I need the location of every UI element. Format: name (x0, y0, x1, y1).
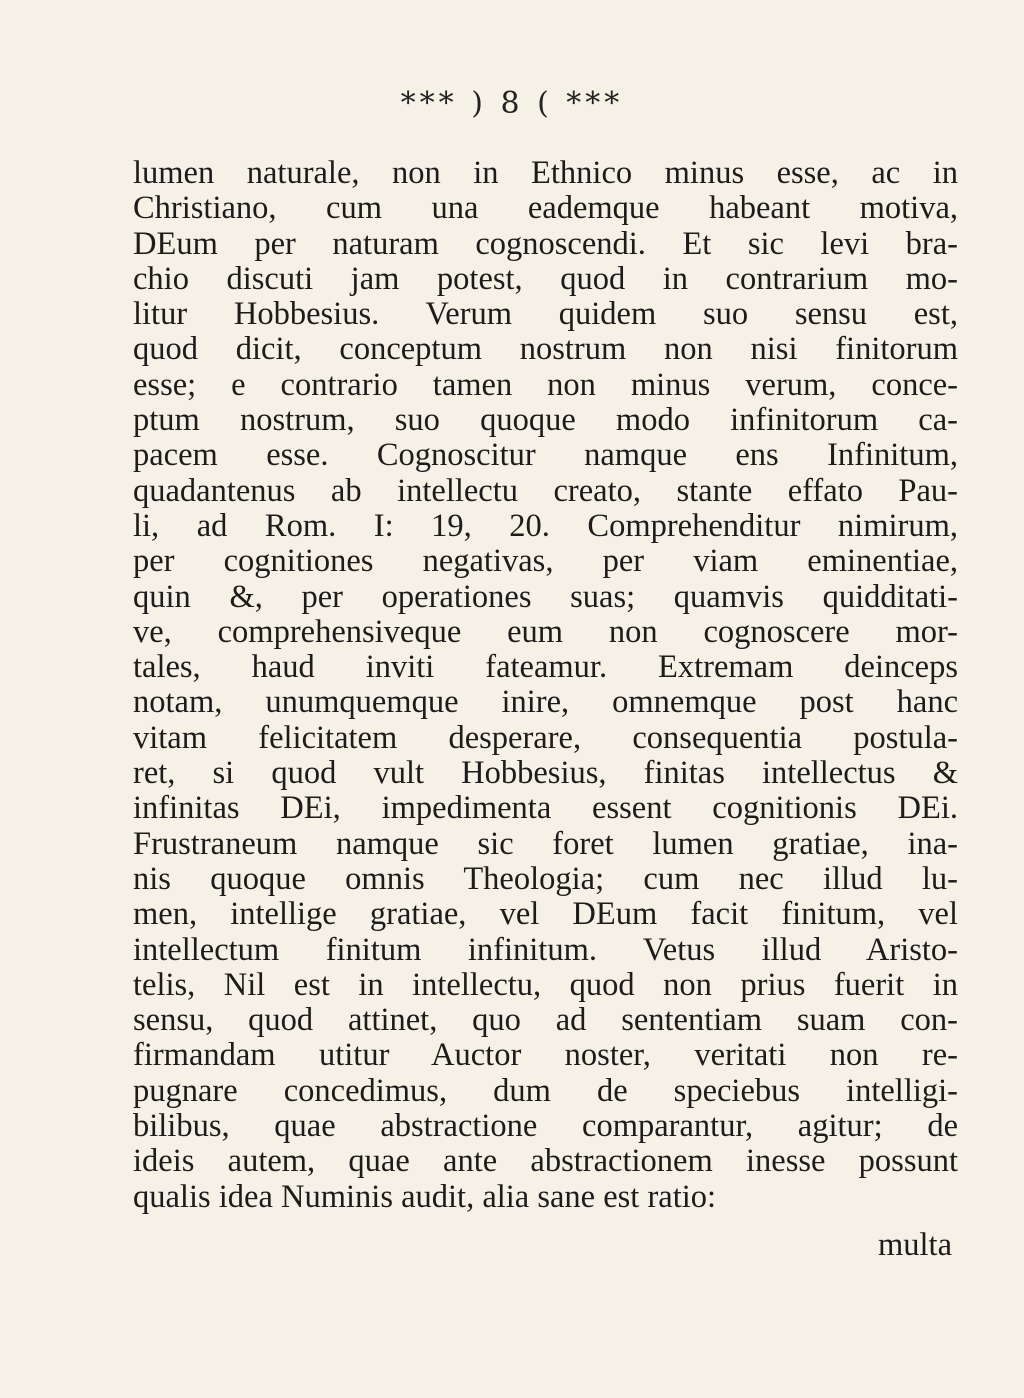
text-line: infinitas DEi, impedimenta essent cognitionis DEi. (133, 790, 958, 827)
text-line: ideis autem, quae ante abstractionem inesse possunt (133, 1143, 958, 1180)
text-line: ret, si quod vult Hobbesius, finitas intellectus & (133, 755, 958, 792)
text-line: pugnare concedimus, dum de speciebus intelligi- (133, 1072, 958, 1109)
page-header: *** ) 8 ( *** (400, 86, 624, 121)
text-line: li, ad Rom. I: 19, 20. Comprehenditur nimirum, (133, 507, 958, 544)
text-line: per cognitiones negativas, per viam eminentiae, (133, 543, 958, 580)
text-line: intellectum finitum infinitum. Vetus illud Aristo- (133, 931, 958, 968)
text-line: esse; e contrario tamen non minus verum, conce- (133, 366, 958, 403)
text-line: tales, haud inviti fateamur. Extremam deinceps (133, 649, 958, 686)
text-line: litur Hobbesius. Verum quidem suo sensu est, (133, 296, 958, 333)
text-line: ptum nostrum, suo quoque modo infinitorum ca- (133, 402, 958, 439)
text-line: chio discuti jam potest, quod in contrarium mo- (133, 260, 958, 297)
catchword: multa (877, 1227, 952, 1263)
text-line: qualis idea Numinis audit, alia sane est ratio: (133, 1178, 717, 1215)
text-line: Christiano, cum una eademque habeant motiva, (133, 190, 958, 227)
body-text (133, 156, 958, 1215)
text-line: sensu, quod attinet, quo ad sententiam suam con- (133, 1002, 958, 1039)
text-line: men, intellige gratiae, vel DEum facit finitum, vel (133, 896, 958, 933)
text-line: vitam felicitatem desperare, consequentia postula- (133, 719, 958, 756)
text-line: ve, comprehensiveque eum non cognoscere mor- (133, 613, 958, 650)
text-line: notam, unumquemque inire, omnemque post hanc (133, 684, 958, 721)
text-line: telis, Nil est in intellectu, quod non prius fuerit in (133, 966, 958, 1003)
text-line: quod dicit, conceptum nostrum non nisi finitorum (133, 331, 958, 368)
text-line: firmandam utitur Auctor noster, veritati non re- (133, 1037, 958, 1074)
text-line: lumen naturale, non in Ethnico minus esse, ac in (133, 155, 958, 191)
text-line: Frustraneum namque sic foret lumen gratiae, ina- (133, 825, 958, 862)
text-line: bilibus, quae abstractione comparantur, agitur; de (133, 1108, 958, 1145)
text-line: quadantenus ab intellectu creato, stante effato Pau- (133, 472, 958, 509)
text-line: nis quoque omnis Theologia; cum nec illud lu- (133, 860, 958, 897)
text-line: quin &, per operationes suas; quamvis quidditati- (133, 578, 958, 615)
text-line: DEum per naturam cognoscendi. Et sic levi bra- (133, 225, 958, 262)
text-line: pacem esse. Cognoscitur namque ens Infinitum, (133, 437, 958, 474)
